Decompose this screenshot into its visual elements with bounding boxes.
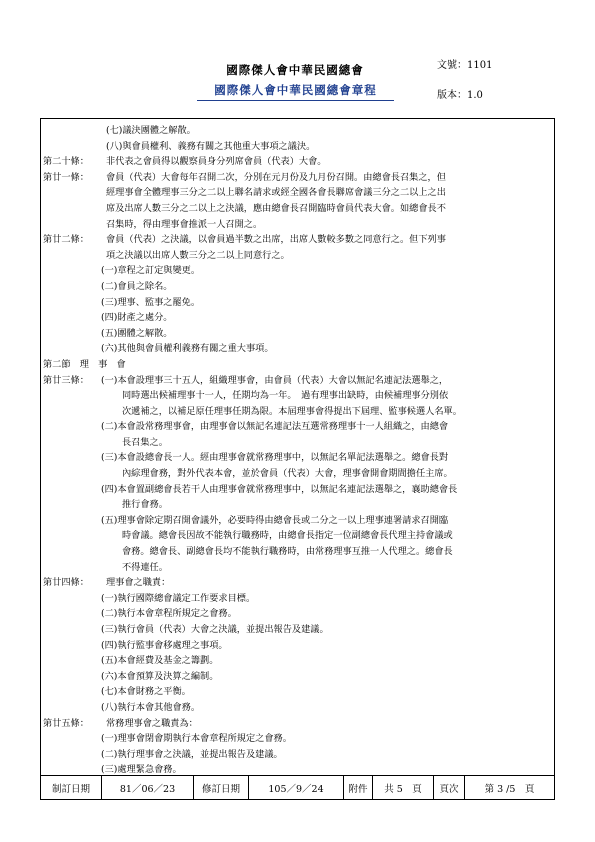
list-item-continued: 長召集之。 [122, 436, 168, 448]
list-item-continued: 同時選出候補理事十一人，任期均為一年。 過有理事出缺時，由候補理事分別依 [122, 390, 449, 402]
text-line [43, 123, 552, 139]
text-line [43, 684, 552, 700]
list-item: (七)議決團體之解散。 [106, 125, 196, 136]
text-line [43, 217, 552, 233]
list-item: (四)財產之處分。 [101, 312, 173, 324]
text-line [43, 279, 552, 295]
text-line [43, 544, 552, 560]
article-text: 經理事會全體理事三分之二以上聯名請求或經全國各會長聯席會議三分之二以上之出 [106, 187, 446, 199]
list-item: (八)執行本會其他會務。 [101, 701, 201, 713]
content-frame [40, 118, 555, 776]
text-line [43, 700, 552, 716]
article-label: 第廿三條： [43, 374, 89, 386]
page-label: 頁次 [434, 776, 465, 799]
list-item: (四)本會置副總會長若干人由理事會就常務理事中，以無記名連記法選舉之，襄助總會長 [101, 483, 458, 495]
text-line [43, 263, 552, 279]
attachment-label: 附件 [344, 776, 373, 799]
text-line [43, 419, 552, 435]
document-number: 文號：1101 [437, 60, 493, 71]
text-line [43, 513, 552, 529]
list-item: (五)團體之解散。 [101, 327, 173, 339]
document-title: 國際傑人會中華民國總會 [226, 63, 364, 77]
article-text: 召集時，得由理事會推派一人召開之。 [106, 218, 263, 230]
list-item: (六)本會預算及決算之編制。 [101, 670, 219, 682]
text-line [43, 622, 552, 638]
list-item: (一)本會設理事三十五人，組織理事會，由會員（代表）大會以無記名連記法選舉之， [101, 374, 449, 386]
text-line [43, 591, 552, 607]
article-text: 會員（代表）大會每年召開二次，分別在元月份及九月份召開。由總會長召集之，但 [106, 171, 446, 183]
articles-body [43, 123, 552, 778]
article-25 [43, 716, 552, 732]
list-item: (三)理事、監事之罷免。 [101, 296, 201, 308]
text-line [43, 326, 552, 342]
list-item: (四)執行監事會移處理之事項。 [101, 639, 228, 651]
list-item: (二)執行理事會之決議，並提出報告及建議。 [101, 748, 283, 760]
revised-date-label: 修訂日期 [194, 776, 249, 799]
text-line [43, 295, 552, 311]
revised-date-value: 105／9／24 [249, 776, 344, 799]
list-item: (一)執行國際總會議定工作要求目標。 [101, 592, 256, 604]
article-24 [43, 575, 552, 591]
article-text: 席及出席人數三分之二以上之決議，應由總會長召開臨時會員代表大會。如總會長不 [106, 202, 446, 214]
document-version: 版本：1.0 [437, 90, 483, 101]
text-line [43, 482, 552, 498]
list-item: (七)本會財務之平衡。 [101, 686, 191, 698]
article-20 [43, 154, 552, 170]
text-line [43, 388, 552, 404]
list-item-continued: 推行會務。 [122, 499, 168, 511]
text-line [43, 497, 552, 513]
text-line [43, 450, 552, 466]
text-line [43, 404, 552, 420]
list-item: (三)本會設總會長一人。經由理事會就常務理事中，以無記名單記法選舉之。總會長對 [101, 452, 449, 464]
list-item: (一)理事會閉會期執行本會章程所規定之會務。 [101, 733, 292, 745]
text-line [43, 731, 552, 747]
article-label: 第廿一條： [43, 171, 89, 183]
list-item: (三)執行會員（代表）大會之決議，並提出報告及建議。 [101, 624, 329, 635]
list-item: (八)與會員權利、義務有關之其他重大事項之議決。 [106, 140, 316, 152]
text-line [43, 638, 552, 654]
document-subtitle: 國際傑人會中華民國總會章程 [197, 82, 394, 101]
article-label: 第廿五條： [43, 717, 89, 729]
list-item: (二)執行本會章程所規定之會務。 [101, 608, 237, 620]
list-item-continued: 會務。總會長、副總會長均不能執行職務時，由常務理事互推一人代理之。總會長 [122, 546, 453, 558]
list-item-continued: 內綜理會務，對外代表本會，並於會員（代表）大會，理事會開會期間擔任主席。 [122, 468, 453, 480]
text-line [43, 139, 552, 155]
text-line [43, 560, 552, 576]
text-line [43, 185, 552, 201]
created-date-value: 81／06／23 [102, 776, 194, 799]
article-text: 項之決議以出席人數三分之二以上同意行之。 [106, 249, 290, 261]
text-line [43, 528, 552, 544]
section-heading [43, 357, 552, 373]
section-title: 第二節 理 事 會 [43, 358, 126, 370]
text-line [43, 747, 552, 763]
text-line [43, 669, 552, 685]
list-item-continued: 次遞補之，以補足原任理事任期為限。本屆理事會得提出下屆理、監事候選人名單。 [122, 405, 462, 417]
article-22 [43, 232, 552, 248]
text-line [43, 201, 552, 217]
list-item: (五)理事會除定期召開會議外，必要時得由總會長或二分之一以上理事連署請求召開臨 [101, 514, 449, 526]
list-item: (二)會員之除名。 [101, 280, 173, 292]
article-21 [43, 170, 552, 186]
list-item-continued: 時會議。總會長因故不能執行職務時，由總會長指定一位副總會長代理主持會議或 [122, 530, 453, 542]
list-item: (五)本會經費及基金之籌劃。 [101, 655, 219, 667]
list-item: (六)其他與會員權利義務有關之重大事項。 [101, 343, 274, 355]
text-line [43, 435, 552, 451]
article-label: 第廿四條： [43, 577, 89, 589]
text-line [43, 341, 552, 357]
article-label: 第廿二條： [43, 234, 89, 246]
attachment-value: 共 5 頁 [373, 776, 434, 799]
text-line [43, 248, 552, 264]
page-number: 第 3 /5 頁 [484, 783, 535, 795]
article-text: 常務理事會之職責為： [106, 717, 198, 729]
article-text: 理事會之職責： [106, 577, 171, 589]
article-text: 非代表之會員得以觀察員身分列席會員（代表）大會。 [106, 156, 327, 168]
list-item: (二)本會設常務理事會，由理事會以無記名連記法互選常務理事十一人組織之，由總會 [101, 421, 449, 433]
list-item: (三)處理緊急會務。 [101, 764, 182, 776]
list-item: (一)章程之訂定與變更。 [101, 265, 201, 277]
article-text: 會員（代表）之決議，以會員過半數之出席，出席人數較多數之同意行之。但下列事 [106, 234, 446, 246]
text-line [43, 310, 552, 326]
text-line [43, 466, 552, 482]
text-line [43, 653, 552, 669]
document-footer-table [40, 776, 555, 800]
article-23 [43, 373, 552, 389]
list-item-continued: 不得連任。 [122, 561, 168, 573]
text-line [43, 606, 552, 622]
created-date-label: 制訂日期 [41, 776, 102, 799]
article-label: 第二十條： [43, 156, 89, 168]
